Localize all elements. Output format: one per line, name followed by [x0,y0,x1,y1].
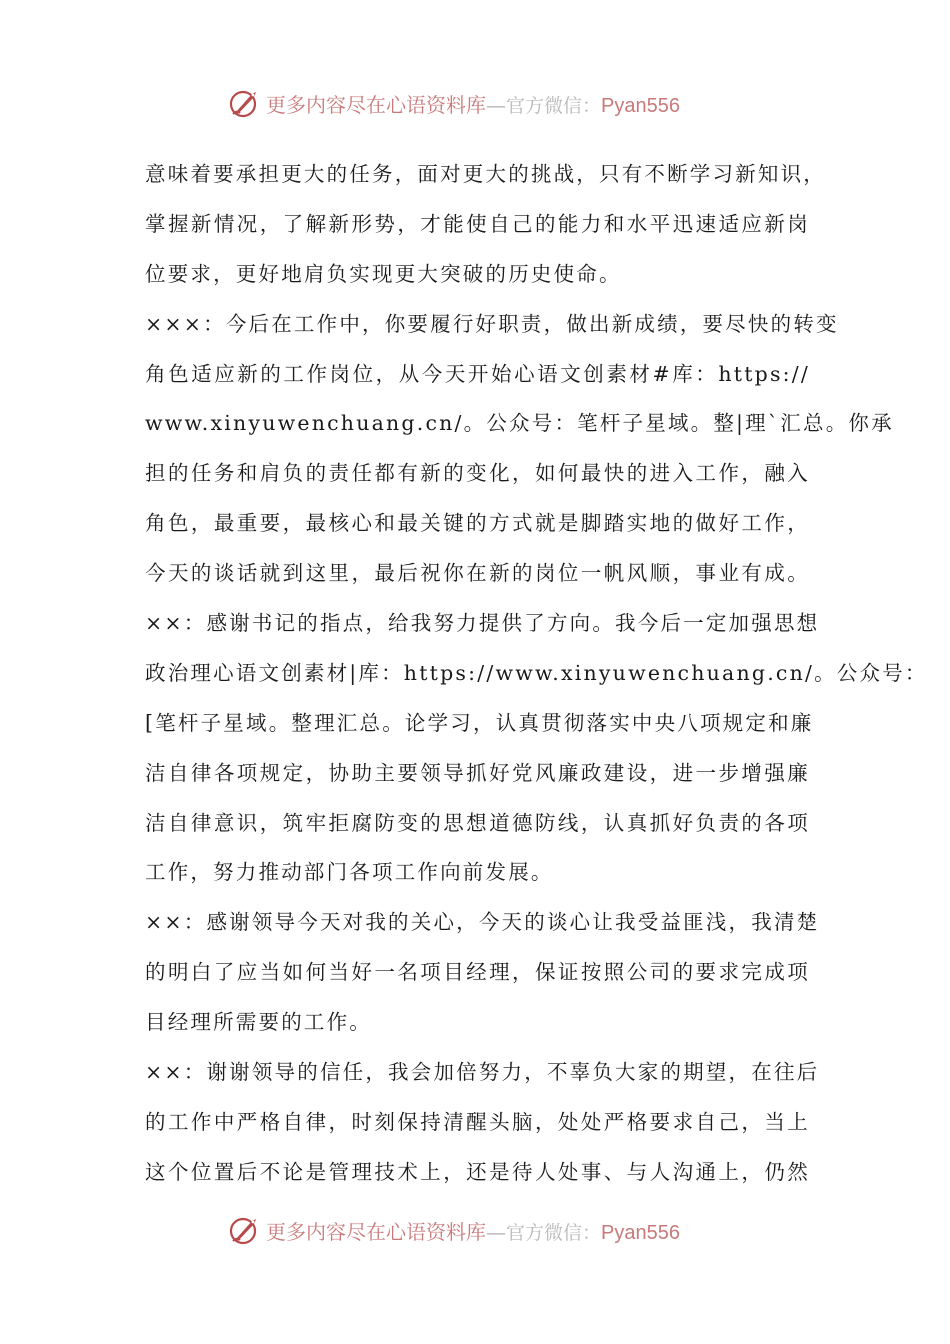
body-text-line: 的明白了应当如何当好一名项目经理，保证按照公司的要求完成项 [145,960,810,985]
banner-wechat-id: Pyan556 [601,1221,680,1244]
body-text-line: ××：感谢领导今天对我的关心，今天的谈心让我受益匪浅，我清楚 [145,910,820,935]
body-text-line: 今天的谈话就到这里，最后祝你在新的岗位一帆风顺，事业有成。 [145,561,810,586]
body-text-line: ××：感谢书记的指点，给我努力提供了方向。我今后一定加强思想 [145,611,820,636]
body-text-line: 洁自律意识，筑牢拒腐防变的思想道德防线，认真抓好负责的各项 [145,810,810,835]
body-text-line: 政治理心语文创素材|库：https://www.xinyuwenchuang.cn/。公众号： [145,660,928,685]
body-text-line: ×××：今后在工作中，你要履行好职责，做出新成绩，要尽快的转变 [145,311,839,336]
body-text-line: 担的任务和肩负的责任都有新的变化，如何最快的进入工作，融入 [145,461,810,486]
body-text-line: 的工作中严格自律，时刻保持清醒头脑，处处严格要求自己，当上 [145,1109,810,1134]
header-banner [228,83,748,123]
document-body [145,150,928,1198]
header-banner-text [266,89,680,118]
pen-nib-logo-icon [228,86,262,120]
body-text-line: ××：谢谢领导的信任，我会加倍努力，不辜负大家的期望，在往后 [145,1060,820,1085]
banner-wechat-label: 官方微信： [506,94,602,117]
banner-wechat-label: 官方微信： [506,1221,602,1244]
pen-nib-logo-icon [228,1213,262,1247]
body-text-line: www.xinyuwenchuang.cn/。公众号：笔杆子星域。整|理`汇总。你承 [145,411,894,436]
banner-title: 更多内容尽在心语资料库 [266,1219,486,1244]
body-text-line: [笔杆子星域。整理汇总。论学习，认真贯彻落实中央八项规定和廉 [145,710,814,735]
banner-separator: — [486,92,506,117]
footer-banner [228,1210,748,1250]
banner-wechat-id: Pyan556 [601,94,680,117]
body-text-line: 工作，努力推动部门各项工作向前发展。 [145,860,554,885]
banner-separator: — [486,1219,506,1244]
body-text-line: 位要求，更好地肩负实现更大突破的历史使命。 [145,261,622,286]
banner-title: 更多内容尽在心语资料库 [266,92,486,117]
body-text-line: 洁自律各项规定，协助主要领导抓好党风廉政建设，进一步增强廉 [145,760,810,785]
body-text-line: 意味着要承担更大的任务，面对更大的挑战，只有不断学习新知识， [145,162,826,186]
body-text-line: 角色，最重要，最核心和最关键的方式就是脚踏实地的做好工作， [145,511,810,536]
body-text-line: 这个位置后不论是管理技术上，还是待人处事、与人沟通上，仍然 [145,1159,810,1184]
footer-banner-text [266,1216,680,1245]
body-text-line: 角色适应新的工作岗位，从今天开始心语文创素材#库：https:// [145,361,810,386]
body-text-line: 掌握新情况，了解新形势，才能使自己的能力和水平迅速适应新岗 [145,211,810,236]
body-text-line: 目经理所需要的工作。 [145,1010,372,1035]
